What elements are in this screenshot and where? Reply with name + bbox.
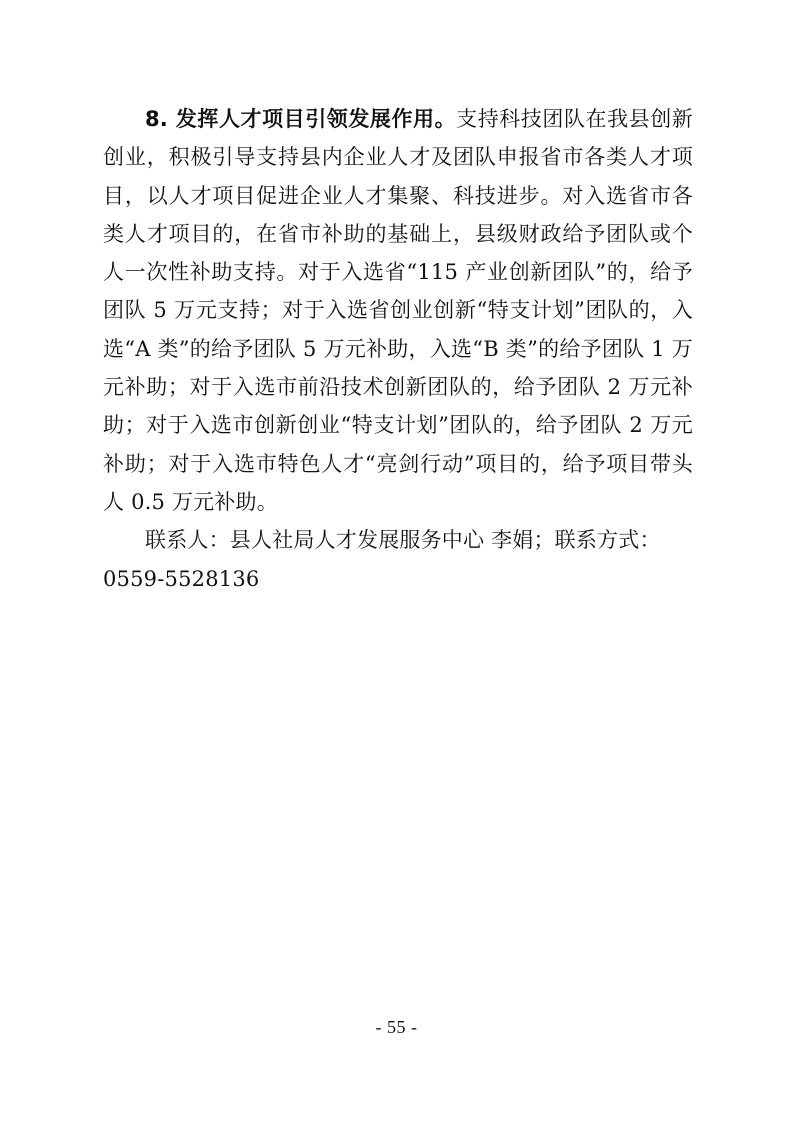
policy-paragraph (103, 100, 693, 521)
document-body (103, 100, 693, 598)
contact-phone: 0559-5528136 (103, 566, 260, 591)
item-heading: 8. 发挥人才项目引领发展作用。 (145, 107, 457, 131)
contact-text: 联系人：县人社局人才发展服务中心 李娟；联系方式： (145, 528, 661, 553)
contact-paragraph (103, 521, 693, 598)
page-number: - 55 - (375, 1017, 418, 1037)
item-body: 支持科技团队在我县创新创业，积极引导支持县内企业人才及团队申报省市各类人才项目，以人才项目促进企业人才集聚、科技进步。对入选省市各类人才项目的，在省市补助的基础上，县级财政给予团队或个人一次性补助支持。对于入选省“115 产业创新团队”的，给予团队 5 万元支持；对于入选省创业创新“特支计划”团队的，入选“A 类”的给予团队 5 万元补助，入选“B 类”的给予团队 1 万元补助；对于入选市前沿技术创新团队的，给予团队 2 万元补助；对于入选市创新创业“特支计划”团队的，给予团队 2 万元补助；对于入选市特色人才“亮剑行动”项目的，给予项目带头人 0.5 万元补助。 (103, 107, 693, 514)
